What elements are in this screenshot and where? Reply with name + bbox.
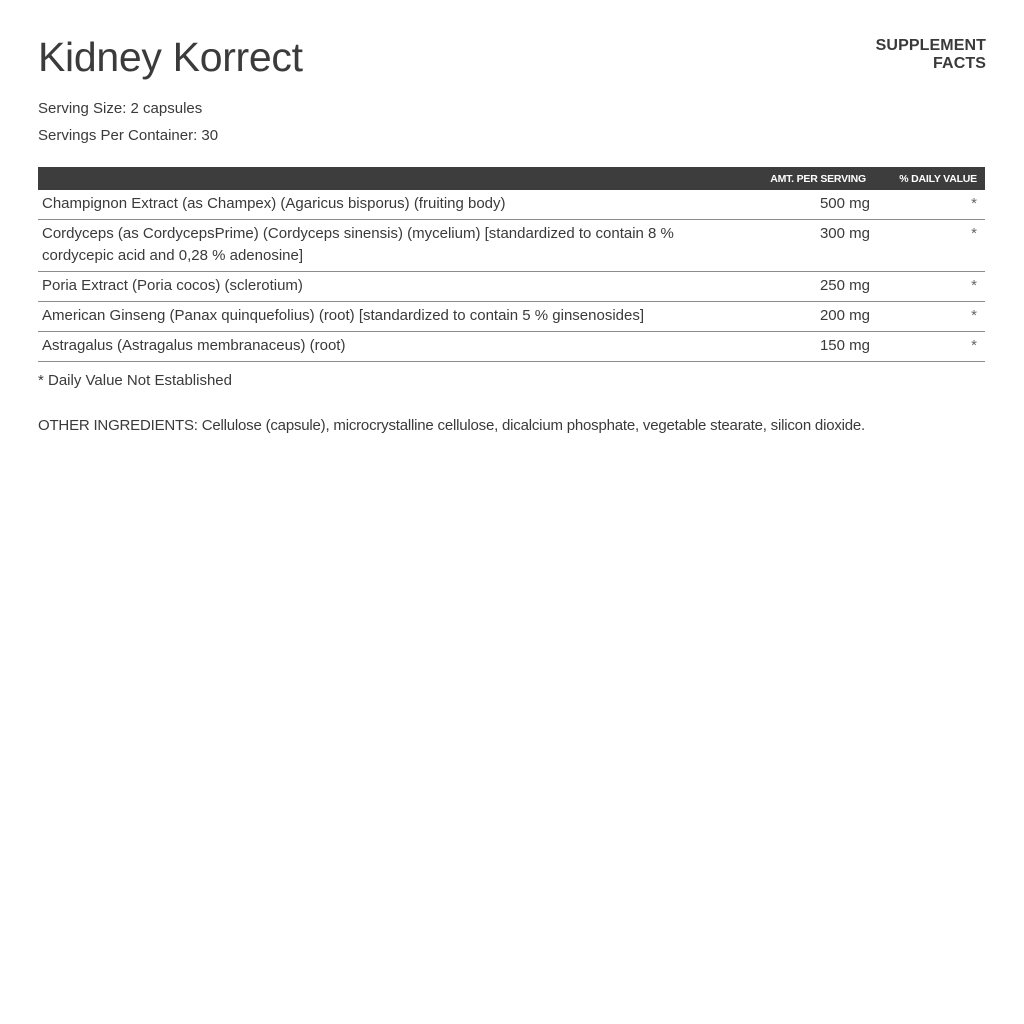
supplement-facts-line1: SUPPLEMENT xyxy=(875,37,986,54)
serving-size: Serving Size: 2 capsules xyxy=(38,100,203,117)
table-header-row xyxy=(38,167,985,190)
product-title: Kidney Korrect xyxy=(38,34,303,80)
servings-per-container: Servings Per Container: 30 xyxy=(38,127,219,144)
supplement-facts-table xyxy=(38,167,985,362)
ingredient-name: Astragalus (Astragalus membranaceus) (root) xyxy=(38,332,726,362)
ingredient-amount: 500 mg xyxy=(726,190,874,220)
ingredient-amount: 300 mg xyxy=(726,220,874,272)
ingredient-name: Poria Extract (Poria cocos) (sclerotium) xyxy=(38,272,726,302)
ingredient-name: Cordyceps (as CordycepsPrime) (Cordyceps sinensis) (mycelium) [standardized to contain 8 % cordycepic acid and 0,28 % adenosine] xyxy=(38,220,726,272)
ingredient-daily-value: * xyxy=(874,272,985,302)
supplement-facts-label xyxy=(876,37,986,73)
ingredient-amount: 200 mg xyxy=(726,302,874,332)
other-ingredients xyxy=(38,417,865,434)
ingredient-name: American Ginseng (Panax quinquefolius) (root) [standardized to contain 5 % ginsenosides] xyxy=(38,302,726,332)
ingredient-amount: 250 mg xyxy=(726,272,874,302)
table-row xyxy=(38,272,985,302)
daily-value-footnote: * Daily Value Not Established xyxy=(38,372,232,389)
ingredient-daily-value: * xyxy=(874,302,985,332)
table-row xyxy=(38,332,985,362)
other-ingredients-text: Cellulose (capsule), microcrystalline cellulose, dicalcium phosphate, vegetable stearate, silicon dioxide. xyxy=(197,417,866,434)
table-row xyxy=(38,302,985,332)
ingredient-daily-value: * xyxy=(874,332,985,362)
ingredient-name: Champignon Extract (as Champex) (Agaricus bisporus) (fruiting body) xyxy=(38,190,726,220)
supplement-facts-line2: FACTS xyxy=(933,55,986,72)
table-row xyxy=(38,190,985,220)
header-daily-value: % DAILY VALUE xyxy=(874,167,985,190)
header-ingredient xyxy=(38,167,726,190)
ingredient-amount: 150 mg xyxy=(726,332,874,362)
other-ingredients-label: OTHER INGREDIENTS: xyxy=(38,417,198,434)
table-row xyxy=(38,220,985,272)
header-amount-per-serving: AMT. PER SERVING xyxy=(726,167,874,190)
ingredient-daily-value: * xyxy=(874,220,985,272)
ingredient-daily-value: * xyxy=(874,190,985,220)
